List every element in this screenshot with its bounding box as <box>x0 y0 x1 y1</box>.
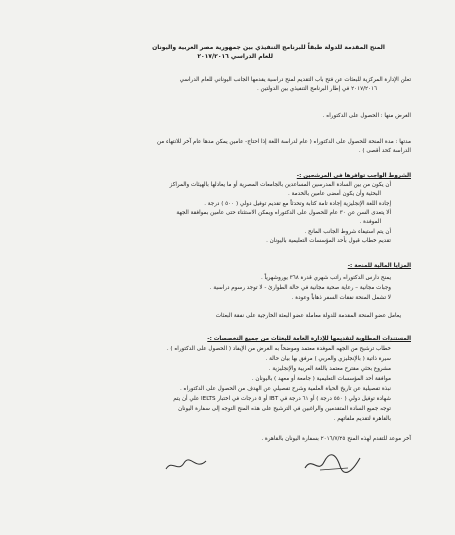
document-item: نبذة تفصيلية عن تاريخ الحياة العلمية وشرح تفصيلي عن الهدف من الحصول على الدكتوراه . <box>180 386 391 392</box>
condition-item: ألا يتعدى السن عن ٣٠ عام للحصول على الدكتوراه ويمكن الاستثناء حتى عامين بموافقة الجهة <box>176 210 391 216</box>
benefits-heading: المزايا المالية للمنحة :- <box>347 263 411 269</box>
document-item: بالقاهرة لتقديم ملفاتهم . <box>333 416 391 422</box>
condition-item: الموفدة . <box>359 219 381 225</box>
benefit-item: لا تشمل المنحة نفقات السفر ذهاباً وعودة . <box>291 295 391 301</box>
condition-item: أن يتم استيفاء شروط الجانب المانح . <box>304 229 391 235</box>
purpose-text: الغرض منها : الحصول على الدكتوراه . <box>322 113 411 119</box>
condition-item: أن يكون من بين السادة المدرسين المساعدين بالجامعات المصرية أو ما يعادلها بالهيئات والمراكز <box>169 182 391 188</box>
benefit-item: وجبات مجانية – رعاية صحية مجانية في حالة الطوارئ - لا توجد رسوم دراسية . <box>209 285 391 291</box>
deadline-text: آخر موعد للتقدم لهذه المنح ٢٠١٦/٧/٢٥ بسفارة اليونان بالقاهرة . <box>261 436 411 442</box>
document-item: سيرة ذاتية ( بالإنجليزي والعربي ) مرفق بها بيان حالة . <box>265 356 391 362</box>
condition-item: البحثية وأن يكون أمضى عامين بالخدمة . <box>288 191 381 197</box>
duration-line: الدراسة كحد أقصى ) . <box>358 148 411 154</box>
intro-line: تعلن الإدارة المركزية للبعثات عن فتح باب التقديم لمنح دراسية يقدمها الجانب اليوناني للعام الدراسي <box>179 77 411 83</box>
document-item: موافقة أحد المؤسسات التعليمية ( جامعة أو معهد ) باليونان . <box>251 376 391 382</box>
benefit-item: يمنح دارس الدكتوراه راتب شهري قدرة ٣٦٨ يوروشهرياً . <box>260 275 391 281</box>
document-title: المنح المقدمة للدولة طبقاً للبرنامج التنفيذي بين جمهورية مصر العربية واليونان <box>152 44 385 51</box>
document-item: مشروع بحثي مقترح معتمد باللغة العربية والإنجليزية . <box>268 366 391 372</box>
handwritten-initials <box>162 455 212 477</box>
document-item: شهادة توفيل دولي ( ٥٥٠ درجة ) أو ٦١ درجة في IBT أو ٥ درجات في اختبار IELTS علي أن يتم <box>173 396 391 402</box>
benefits-note: يعامل عضو المنحة المقدمة للدولة معاملة عضو البعثة الخارجية على نفقة البعثات <box>215 313 401 319</box>
conditions-heading: الشروط الواجب توافرها في المرشحين :- <box>296 173 411 179</box>
documents-heading: المستندات المطلوبة لتقديمها للإدارة العامة للبعثات من جميع التخصصات :- <box>207 336 411 342</box>
duration-line: مدتها : مدة المنحة للحصول على الدكتوراه ( عام لدراسة اللغة إذا احتاج- عامين يمكن مدها عام آخر للانتهاء من <box>156 139 411 145</box>
document-item: خطاب ترشيح من الجهه الموفدة معتمد وموضحاً به الغرض من الإيفاد ( الحصول على الدكتوراه ) . <box>166 346 391 352</box>
condition-item: إجادة اللغة الإنجليزية إجادة تامة كتابة وتحدثاً مع تقديم توفيل دولي ( ٥٠٠ ) درجة . <box>204 201 391 207</box>
handwritten-signature <box>300 448 370 478</box>
document-item: توجه جميع السادة المتقدمين والراغبين في الترشيح على هذه المنح التوجه إلى سفارة اليونان <box>178 406 391 412</box>
condition-item: تقديم خطاب قبول بأحد المؤسسات التعليمية باليونان . <box>266 238 391 244</box>
intro-line: ٢٠١٧/٢٠١٦ في إطار البرنامج التنفيذي بين الدولتين . <box>257 86 377 92</box>
academic-year: للعام الدراسي ٢٠١٧/٢٠١٦ <box>197 53 273 60</box>
